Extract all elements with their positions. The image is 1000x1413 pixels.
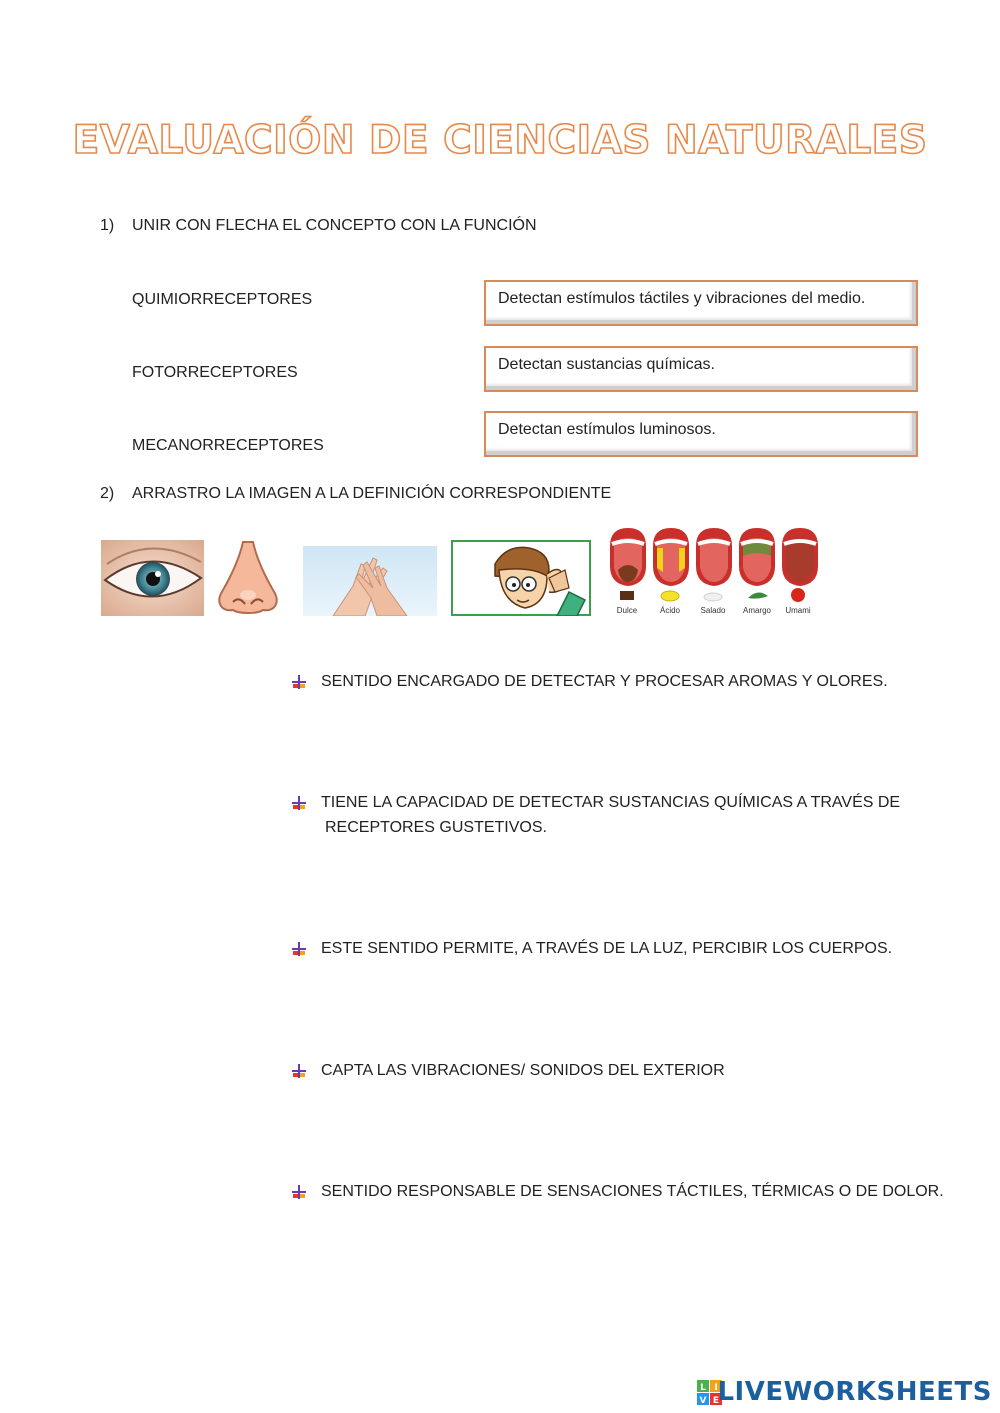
taste-label-umami: Umami: [785, 606, 811, 615]
function-text: Detectan sustancias químicas.: [498, 356, 715, 373]
lemon-icon: [661, 591, 679, 601]
definition-touch[interactable]: SENTIDO RESPONSABLE DE SENSACIONES TÁCTILES, TÉRMICAS O DE DOLOR.: [321, 1183, 944, 1200]
definition-taste-line2[interactable]: RECEPTORES GUSTETIVOS.: [325, 819, 547, 836]
logo-letter-e: E: [712, 1396, 720, 1406]
tongue-tastes-image[interactable]: [608, 526, 818, 618]
bullet-arrow-icon: [291, 795, 307, 811]
herb-icon: [748, 592, 768, 598]
question-2-number: 2): [100, 485, 115, 502]
concept-quimiorreceptores[interactable]: QUIMIORRECEPTORES: [132, 291, 313, 308]
concept-mecanorreceptores[interactable]: MECANORRECEPTORES: [132, 437, 324, 454]
chocolate-icon: [620, 591, 634, 600]
logo-letter-i: I: [714, 1383, 718, 1393]
salt-icon: [704, 593, 722, 601]
nose-image[interactable]: [209, 540, 287, 616]
bullet-arrow-icon: [291, 941, 307, 957]
bullet-arrow-icon: [291, 1063, 307, 1079]
taste-label-dulce: Dulce: [616, 606, 638, 615]
taste-label-salado: Salado: [700, 606, 726, 615]
liveworksheets-brand[interactable]: LIVEWORKSHEETS: [717, 1377, 992, 1407]
taste-label-amargo: Amargo: [742, 606, 772, 615]
tomato-icon: [791, 588, 805, 602]
definition-sight[interactable]: ESTE SENTIDO PERMITE, A TRAVÉS DE LA LUZ, PERCIBIR LOS CUERPOS.: [321, 940, 893, 957]
question-1-number: 1): [100, 217, 115, 234]
hands-image[interactable]: [303, 546, 437, 616]
eye-image[interactable]: [101, 540, 204, 616]
function-box-chemical[interactable]: [484, 346, 918, 392]
logo-letter-l: L: [700, 1383, 706, 1393]
question-2-text: ARRASTRO LA IMAGEN A LA DEFINICIÓN CORRESPONDIENTE: [132, 485, 612, 502]
definition-smell[interactable]: SENTIDO ENCARGADO DE DETECTAR Y PROCESAR AROMAS Y OLORES.: [321, 673, 888, 690]
definition-taste-line1[interactable]: TIENE LA CAPACIDAD DE DETECTAR SUSTANCIAS QUÍMICAS A TRAVÉS DE: [321, 794, 901, 811]
definition-hearing[interactable]: CAPTA LAS VIBRACIONES/ SONIDOS DEL EXTERIOR: [321, 1062, 725, 1079]
page-title: EVALUACIÓN DE CIENCIAS NATURALES: [72, 118, 928, 163]
bullet-arrow-icon: [291, 674, 307, 690]
function-text: Detectan estímulos táctiles y vibraciones del medio.: [498, 290, 866, 307]
function-box-tactile[interactable]: [484, 280, 918, 326]
function-box-luminous[interactable]: [484, 411, 918, 457]
ear-image[interactable]: [451, 540, 591, 616]
bullet-arrow-icon: [291, 1184, 307, 1200]
logo-letter-v: V: [699, 1396, 707, 1406]
concept-fotorreceptores[interactable]: FOTORRECEPTORES: [132, 364, 298, 381]
question-1-text: UNIR CON FLECHA EL CONCEPTO CON LA FUNCIÓN: [132, 217, 537, 234]
function-text: Detectan estímulos luminosos.: [498, 421, 716, 438]
taste-label-acido: Ácido: [659, 606, 681, 615]
